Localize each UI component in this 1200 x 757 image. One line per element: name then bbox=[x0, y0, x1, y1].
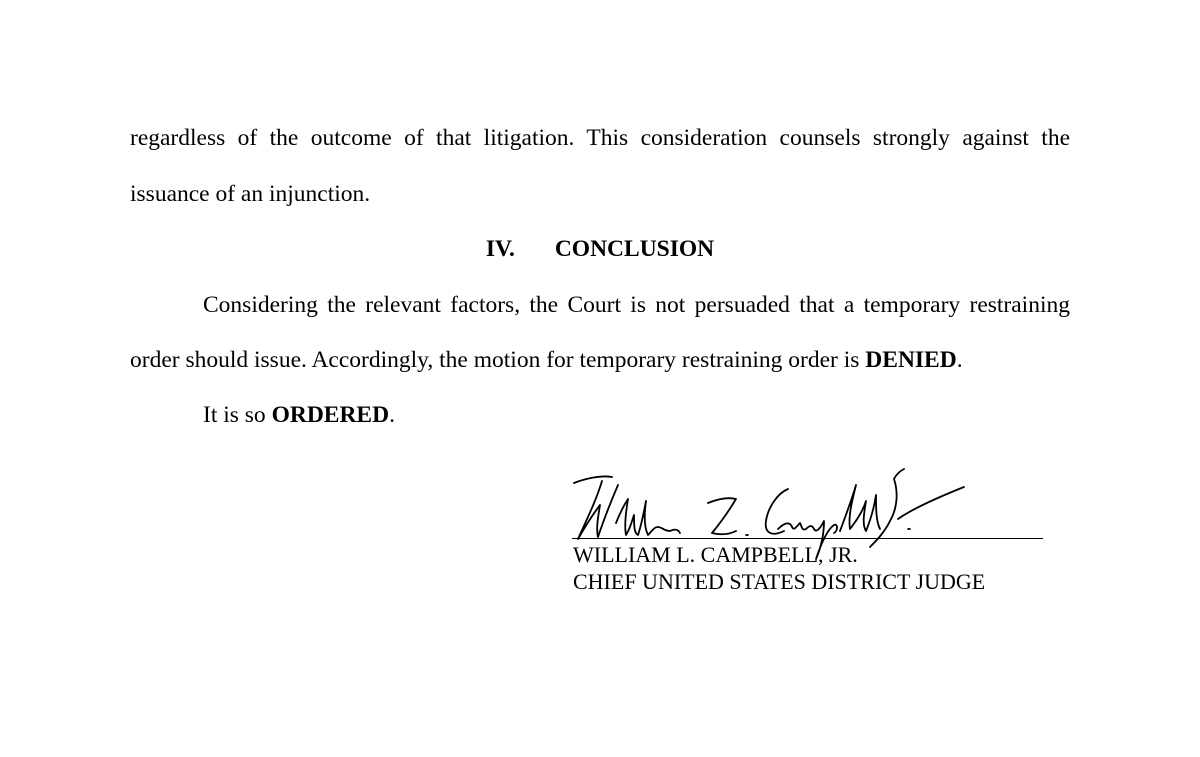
conclusion-paragraph-line-2 bbox=[130, 346, 963, 374]
conclusion-text: order should issue. Accordingly, the motion for temporary restraining order is bbox=[130, 347, 866, 373]
conclusion-paragraph-line-1: Considering the relevant factors, the Court is not persuaded that a temporary restraining bbox=[203, 292, 1070, 318]
conclusion-period: . bbox=[956, 347, 963, 373]
section-heading bbox=[0, 235, 1200, 263]
order-text: It is so bbox=[203, 402, 272, 428]
section-number: IV. bbox=[485, 236, 515, 262]
section-title: CONCLUSION bbox=[554, 236, 715, 262]
signature-line bbox=[572, 538, 1043, 539]
paragraph-continuation-line-1: regardless of the outcome of that litigation. This consideration counsels strongly against the bbox=[130, 125, 1070, 151]
order-period: . bbox=[389, 402, 395, 428]
judge-title: CHIEF UNITED STATES DISTRICT JUDGE bbox=[573, 569, 986, 594]
order-line bbox=[203, 401, 395, 429]
denied-text: DENIED bbox=[865, 347, 957, 373]
paragraph-continuation-line-2: issuance of an injunction. bbox=[130, 181, 371, 207]
ordered-text: ORDERED bbox=[271, 402, 390, 428]
judge-name: WILLIAM L. CAMPBELL, JR. bbox=[573, 542, 858, 567]
